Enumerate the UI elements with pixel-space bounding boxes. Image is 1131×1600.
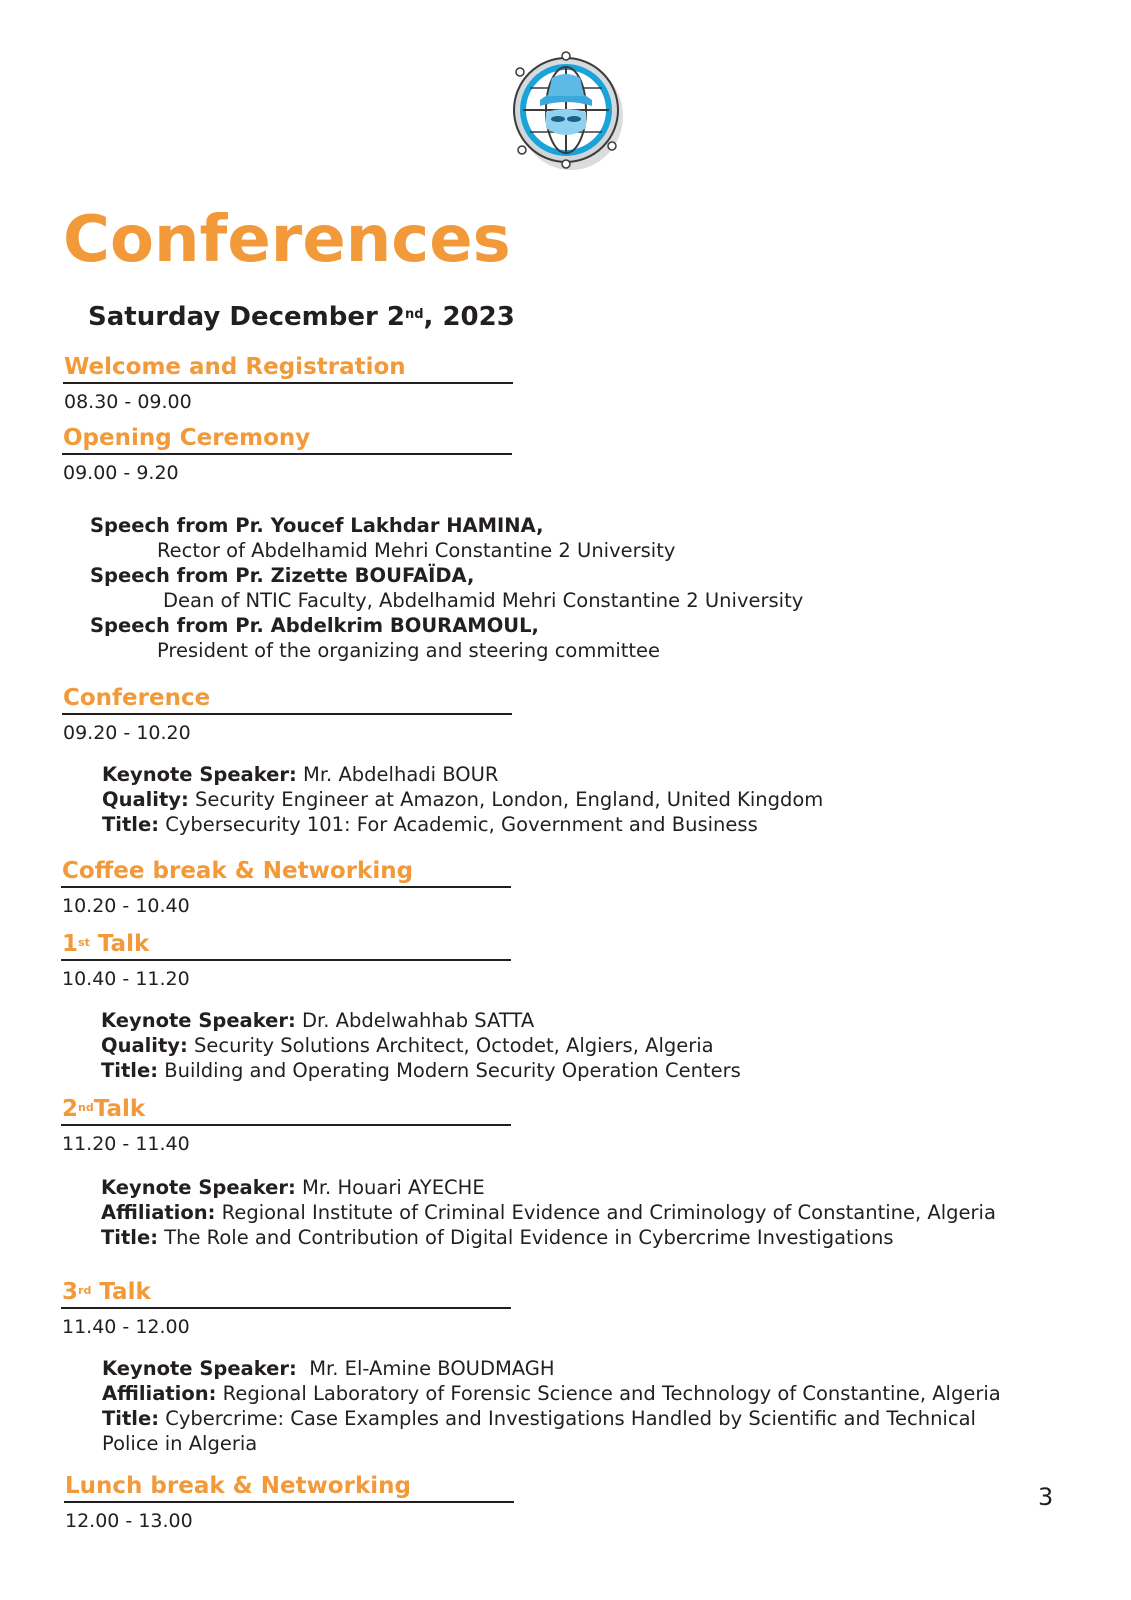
speaker-value: Mr. Houari AYECHE xyxy=(295,1176,485,1199)
speaker-value: Mr. Abdelhadi BOUR xyxy=(296,763,499,786)
speech-role: Dean of NTIC Faculty, Abdelhamid Mehri Constantine 2 University xyxy=(163,589,804,612)
section-heading: Welcome and Registration xyxy=(63,352,513,384)
section-time: 09.00 - 9.20 xyxy=(63,462,179,484)
quality-value: Security Engineer at Amazon, London, England, United Kingdom xyxy=(188,788,824,811)
title-label: Title: xyxy=(101,1059,159,1082)
speaker-value: Dr. Abdelwahhab SATTA xyxy=(295,1009,535,1032)
section-heading: Lunch break & Networking xyxy=(64,1471,514,1503)
speech-speaker: Speech from Pr. Zizette BOUFAÏDA, xyxy=(90,564,475,587)
page-title: Conferences xyxy=(63,203,511,277)
date-suffix: , 2023 xyxy=(423,302,515,332)
speaker-label: Keynote Speaker: xyxy=(102,1357,297,1380)
speech-speaker: Speech from Pr. Youcef Lakhdar HAMINA, xyxy=(90,514,544,537)
section-welcome xyxy=(63,352,513,415)
title-continuation: Police in Algeria xyxy=(102,1432,258,1455)
speech-role: President of the organizing and steering committee xyxy=(157,639,661,662)
section-heading xyxy=(61,1094,511,1126)
cyber-globe-hacker-logo xyxy=(510,50,628,178)
speaker-value: Mr. El-Amine BOUDMAGH xyxy=(296,1357,555,1380)
event-date xyxy=(88,300,515,334)
talk-ordinal: nd xyxy=(78,1101,94,1114)
talk-number: 3 xyxy=(62,1279,79,1305)
talk-3-details xyxy=(102,1356,1001,1456)
section-talk-2 xyxy=(61,1094,511,1157)
section-time: 11.20 - 11.40 xyxy=(62,1133,190,1155)
section-time: 10.20 - 10.40 xyxy=(62,895,190,917)
section-lunch xyxy=(64,1471,514,1534)
speaker-label: Keynote Speaker: xyxy=(102,763,297,786)
section-time: 08.30 - 09.00 xyxy=(64,391,192,413)
section-heading: Conference xyxy=(62,683,512,715)
affiliation-value: Regional Institute of Criminal Evidence and Criminology of Constantine, Algeria xyxy=(215,1201,996,1224)
section-talk-1 xyxy=(61,929,511,992)
section-heading: Opening Ceremony xyxy=(62,423,512,455)
section-time: 09.20 - 10.20 xyxy=(63,722,191,744)
affiliation-value: Regional Laboratory of Forensic Science and Technology of Constantine, Algeria xyxy=(216,1382,1001,1405)
title-value: Cybercrime: Case Examples and Investigations Handled by Scientific and Technical xyxy=(159,1407,976,1430)
title-value: The Role and Contribution of Digital Evidence in Cybercrime Investigations xyxy=(158,1226,894,1249)
talk-label: Talk xyxy=(89,931,150,957)
conference-details xyxy=(102,762,823,837)
talk-label: Talk xyxy=(91,1279,151,1305)
section-heading xyxy=(61,1277,511,1309)
quality-label: Quality: xyxy=(101,1034,188,1057)
title-label: Title: xyxy=(102,813,160,836)
speaker-label: Keynote Speaker: xyxy=(101,1009,296,1032)
section-opening xyxy=(62,423,512,486)
talk-number: 2 xyxy=(62,1096,79,1122)
talk-ordinal: st xyxy=(78,936,90,949)
speaker-label: Keynote Speaker: xyxy=(101,1176,296,1199)
talk-ordinal: rd xyxy=(78,1284,92,1297)
affiliation-label: Affiliation: xyxy=(102,1382,217,1405)
section-heading: Coffee break & Networking xyxy=(61,856,511,888)
talk-2-details xyxy=(101,1175,996,1250)
section-talk-3 xyxy=(61,1277,511,1340)
section-time: 12.00 - 13.00 xyxy=(65,1510,193,1532)
page-number: 3 xyxy=(1038,1483,1054,1511)
title-value: Building and Operating Modern Security Operation Centers xyxy=(158,1059,741,1082)
date-prefix: Saturday December 2 xyxy=(88,302,405,332)
section-heading xyxy=(61,929,511,961)
opening-speeches xyxy=(90,513,803,663)
quality-label: Quality: xyxy=(102,788,189,811)
talk-number: 1 xyxy=(62,931,79,957)
section-coffee xyxy=(61,856,511,919)
speech-role: Rector of Abdelhamid Mehri Constantine 2 University xyxy=(157,539,676,562)
section-time: 11.40 - 12.00 xyxy=(62,1316,190,1338)
section-conference xyxy=(62,683,512,746)
talk-1-details xyxy=(101,1008,741,1083)
title-label: Title: xyxy=(101,1226,159,1249)
title-label: Title: xyxy=(102,1407,160,1430)
speech-speaker: Speech from Pr. Abdelkrim BOURAMOUL, xyxy=(90,614,539,637)
section-time: 10.40 - 11.20 xyxy=(62,968,190,990)
date-sup: nd xyxy=(404,307,424,322)
affiliation-label: Affiliation: xyxy=(101,1201,216,1224)
title-value: Cybersecurity 101: For Academic, Government and Business xyxy=(159,813,758,836)
quality-value: Security Solutions Architect, Octodet, Algiers, Algeria xyxy=(187,1034,714,1057)
talk-label: Talk xyxy=(93,1096,146,1122)
